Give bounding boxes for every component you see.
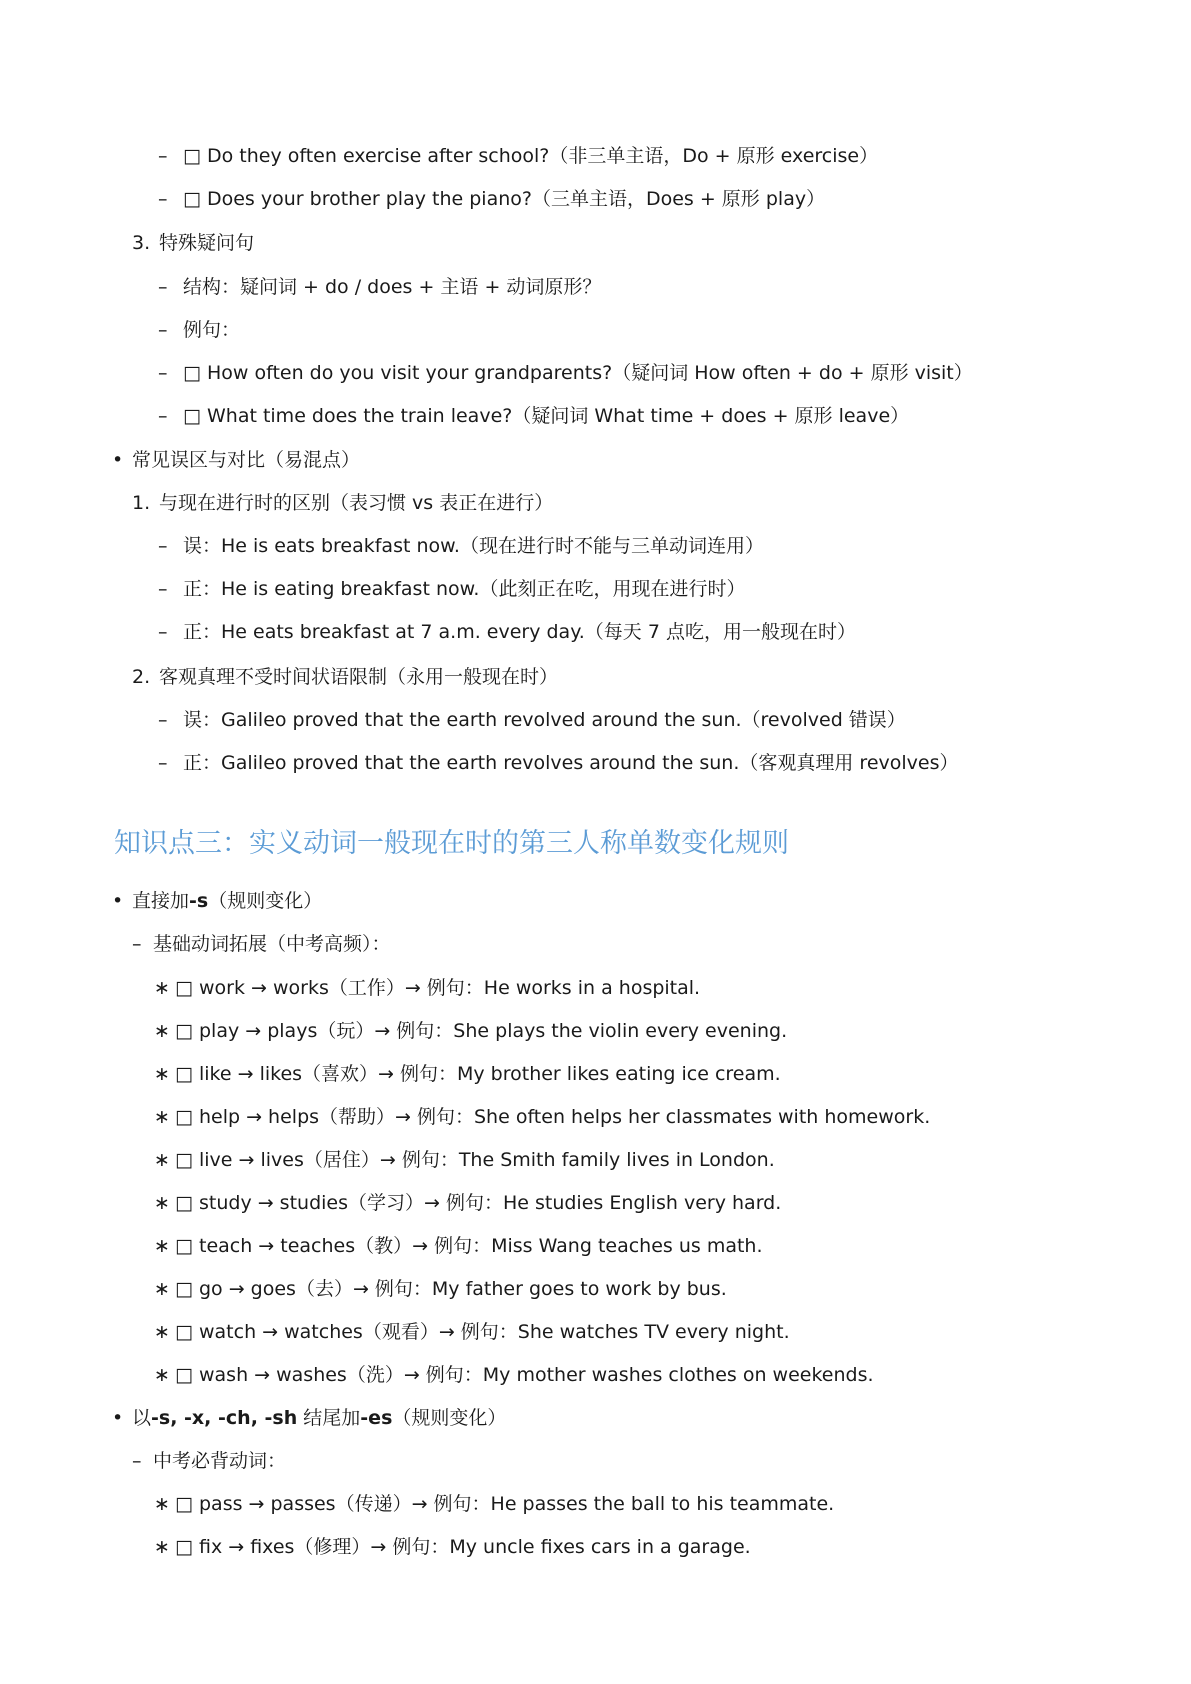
dash-marker: – bbox=[158, 276, 168, 298]
mistake1-number: 1. bbox=[132, 492, 151, 514]
dash-marker: – bbox=[132, 1450, 142, 1472]
whq-title: 特殊疑问句 bbox=[159, 232, 255, 254]
mistake2-wrong: 误：Galileo proved that the earth revolved around the sun.（revolved 错误） bbox=[183, 709, 906, 731]
whq-example-2: □ What time does the train leave?（疑问词 What time + does + 原形 leave） bbox=[183, 405, 910, 427]
dash-marker: – bbox=[158, 405, 168, 427]
bullet-marker: • bbox=[112, 890, 124, 912]
rule1-bold: -s bbox=[189, 890, 209, 912]
star-marker: ∗ bbox=[154, 1364, 170, 1386]
rule2-bold-es: -es bbox=[360, 1407, 393, 1429]
mistake2-right: 正：Galileo proved that the earth revolves around the sun.（客观真理用 revolves） bbox=[183, 752, 959, 774]
mistake1-title: 与现在进行时的区别（表习惯 vs 表正在进行） bbox=[159, 492, 554, 514]
mistake1-wrong: 误：He is eats breakfast now.（现在进行时不能与三单动词连用） bbox=[183, 535, 764, 557]
mistake2-title: 客观真理不受时间状语限制（永用一般现在时） bbox=[159, 666, 559, 688]
list-item: □ study → studies（学习）→ 例句：He studies English very hard. bbox=[175, 1192, 782, 1214]
dash-marker: – bbox=[158, 145, 168, 167]
rule1-title bbox=[132, 888, 322, 914]
mistake2-number: 2. bbox=[132, 666, 151, 688]
list-item: □ fix → fixes（修理）→ 例句：My uncle fixes cars in a garage. bbox=[175, 1536, 751, 1558]
rule2-title bbox=[132, 1405, 506, 1431]
whq-example-label: 例句： bbox=[183, 319, 241, 341]
dash-marker: – bbox=[158, 188, 168, 210]
dash-marker: – bbox=[158, 535, 168, 557]
rule1-suffix: （规则变化） bbox=[208, 890, 323, 912]
mistake1-right-1: 正：He is eating breakfast now.（此刻正在吃，用现在进行时） bbox=[183, 578, 746, 600]
whq-structure: 结构：疑问词 + do / does + 主语 + 动词原形？ bbox=[183, 276, 602, 298]
list-item: □ like → likes（喜欢）→ 例句：My brother likes eating ice cream. bbox=[175, 1063, 781, 1085]
star-marker: ∗ bbox=[154, 1192, 170, 1214]
rule2-middle: 结尾加 bbox=[297, 1407, 361, 1429]
star-marker: ∗ bbox=[154, 1063, 170, 1085]
star-marker: ∗ bbox=[154, 1278, 170, 1300]
ynq-example-1: □ Do they often exercise after school?（非三单主语，Do + 原形 exercise） bbox=[183, 145, 879, 167]
star-marker: ∗ bbox=[154, 977, 170, 999]
list-item: □ help → helps（帮助）→ 例句：She often helps her classmates with homework. bbox=[175, 1106, 931, 1128]
star-marker: ∗ bbox=[154, 1020, 170, 1042]
dash-marker: – bbox=[158, 319, 168, 341]
rule2-bold-endings: -s, -x, -ch, -sh bbox=[151, 1407, 298, 1429]
section-heading: 知识点三：实义动词一般现在时的第三人称单数变化规则 bbox=[114, 828, 789, 859]
whq-example-1: □ How often do you visit your grandparents?（疑问词 How often + do + 原形 visit） bbox=[183, 362, 973, 384]
list-item: □ go → goes（去）→ 例句：My father goes to work by bus. bbox=[175, 1278, 727, 1300]
rule2-prefix: 以 bbox=[132, 1407, 152, 1429]
bullet-marker: • bbox=[112, 1407, 124, 1429]
list-item: □ play → plays（玩）→ 例句：She plays the violin every evening. bbox=[175, 1020, 788, 1042]
bullet-marker: • bbox=[112, 449, 124, 471]
list-item: □ teach → teaches（教）→ 例句：Miss Wang teaches us math. bbox=[175, 1235, 763, 1257]
ynq-example-2: □ Does your brother play the piano?（三单主语，Does + 原形 play） bbox=[183, 188, 826, 210]
star-marker: ∗ bbox=[154, 1235, 170, 1257]
rule2-suffix: （规则变化） bbox=[392, 1407, 507, 1429]
whq-number: 3. bbox=[132, 232, 151, 254]
list-item: □ live → lives（居住）→ 例句：The Smith family lives in London. bbox=[175, 1149, 775, 1171]
dash-marker: – bbox=[132, 933, 142, 955]
list-item: □ watch → watches（观看）→ 例句：She watches TV every night. bbox=[175, 1321, 790, 1343]
dash-marker: – bbox=[158, 709, 168, 731]
rule2-sub: 中考必背动词： bbox=[153, 1450, 287, 1472]
dash-marker: – bbox=[158, 621, 168, 643]
list-item: □ pass → passes（传递）→ 例句：He passes the ball to his teammate. bbox=[175, 1493, 835, 1515]
mistakes-title: 常见误区与对比（易混点） bbox=[132, 449, 361, 471]
star-marker: ∗ bbox=[154, 1106, 170, 1128]
list-item: □ wash → washes（洗）→ 例句：My mother washes clothes on weekends. bbox=[175, 1364, 874, 1386]
list-item: □ work → works（工作）→ 例句：He works in a hospital. bbox=[175, 977, 701, 999]
dash-marker: – bbox=[158, 362, 168, 384]
mistake1-right-2: 正：He eats breakfast at 7 a.m. every day.（每天 7 点吃，用一般现在时） bbox=[183, 621, 856, 643]
dash-marker: – bbox=[158, 578, 168, 600]
rule1-sub: 基础动词拓展（中考高频）： bbox=[153, 933, 391, 955]
dash-marker: – bbox=[158, 752, 168, 774]
rule1-prefix: 直接加 bbox=[132, 890, 190, 912]
star-marker: ∗ bbox=[154, 1493, 170, 1515]
star-marker: ∗ bbox=[154, 1321, 170, 1343]
star-marker: ∗ bbox=[154, 1149, 170, 1171]
star-marker: ∗ bbox=[154, 1536, 170, 1558]
